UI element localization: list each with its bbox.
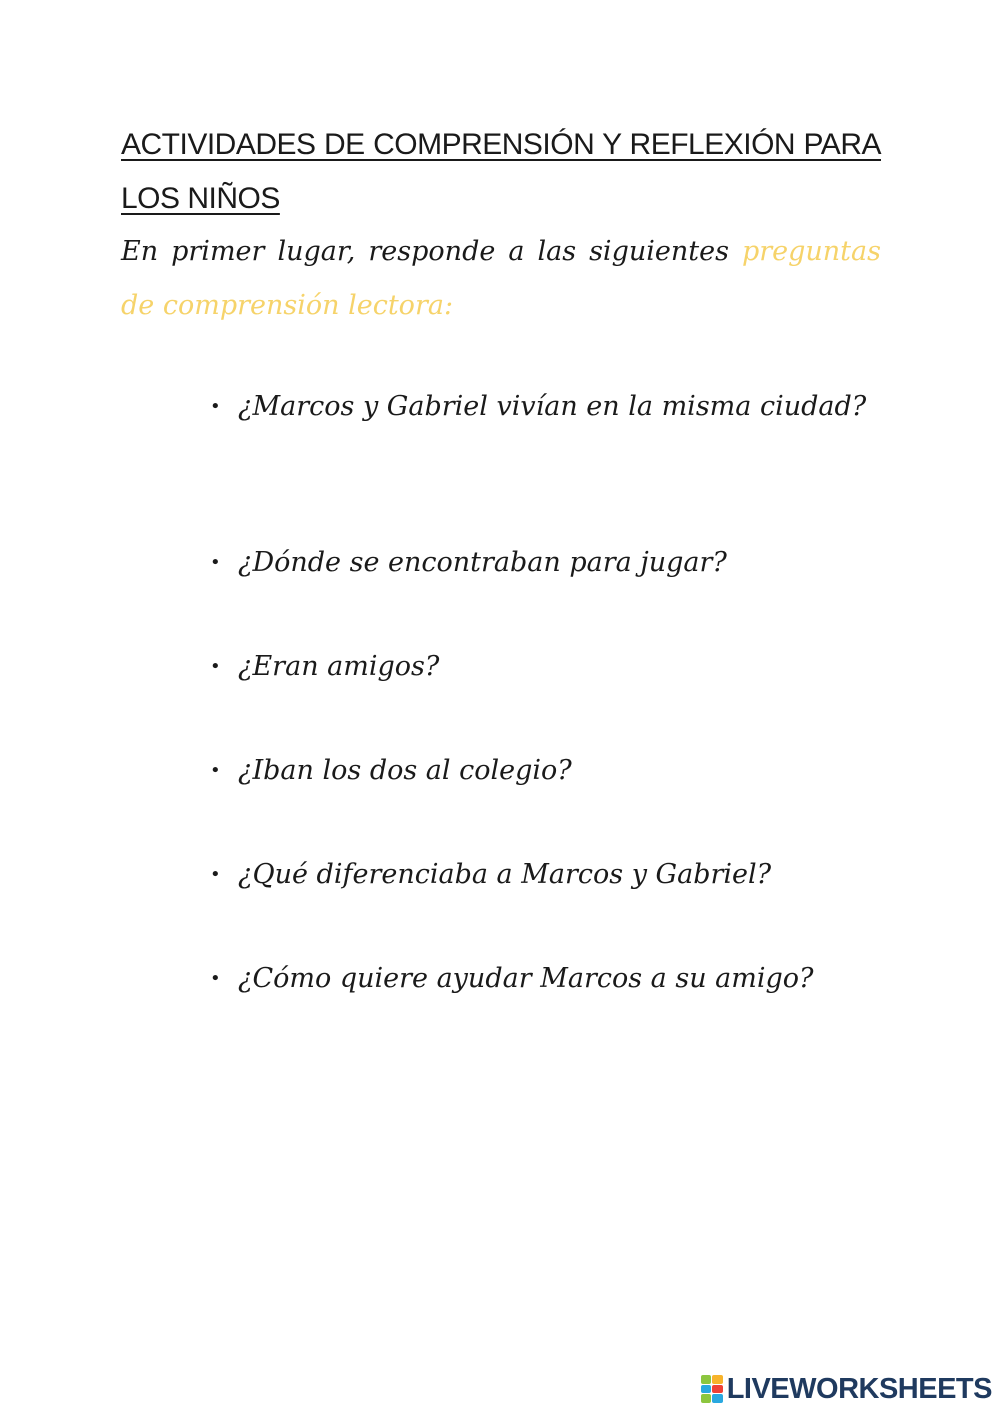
logo-cell xyxy=(701,1394,712,1403)
question-item xyxy=(210,536,880,590)
bullet-icon: • xyxy=(210,968,221,989)
question-text: ¿Marcos y Gabriel vivían en la misma ciudad? xyxy=(238,391,867,422)
bullet-icon: • xyxy=(210,396,221,417)
question-item xyxy=(210,848,880,902)
logo-cell xyxy=(701,1375,712,1384)
question-text: ¿Eran amigos? xyxy=(238,651,440,682)
question-item xyxy=(210,744,880,798)
logo-cell xyxy=(712,1385,723,1394)
intro-highlight: preguntas de comprensión lectora: xyxy=(121,236,881,321)
bullet-icon: • xyxy=(210,864,221,885)
logo-cell xyxy=(712,1375,723,1384)
intro-paragraph xyxy=(121,225,881,333)
question-text: ¿Iban los dos al colegio? xyxy=(238,755,572,786)
liveworksheets-watermark xyxy=(701,1371,992,1407)
bullet-icon: • xyxy=(210,552,221,573)
intro-text: En primer lugar, responde a las siguientes xyxy=(121,236,742,267)
question-item xyxy=(210,380,880,434)
question-item xyxy=(210,640,880,694)
question-text: ¿Qué diferenciaba a Marcos y Gabriel? xyxy=(238,859,772,890)
bullet-icon: • xyxy=(210,656,221,677)
question-text: ¿Dónde se encontraban para jugar? xyxy=(238,547,727,578)
question-item xyxy=(210,952,880,1006)
bullet-icon: • xyxy=(210,760,221,781)
logo-cell xyxy=(701,1385,712,1394)
logo-cell xyxy=(712,1394,723,1403)
question-text: ¿Cómo quiere ayudar Marcos a su amigo? xyxy=(238,963,814,994)
liveworksheets-logo-icon xyxy=(701,1375,723,1403)
worksheet-title: ACTIVIDADES DE COMPRENSIÓN Y REFLEXIÓN PARA LOS NIÑOS xyxy=(121,128,881,215)
watermark-text: LIVEWORKSHEETS xyxy=(726,1372,992,1405)
